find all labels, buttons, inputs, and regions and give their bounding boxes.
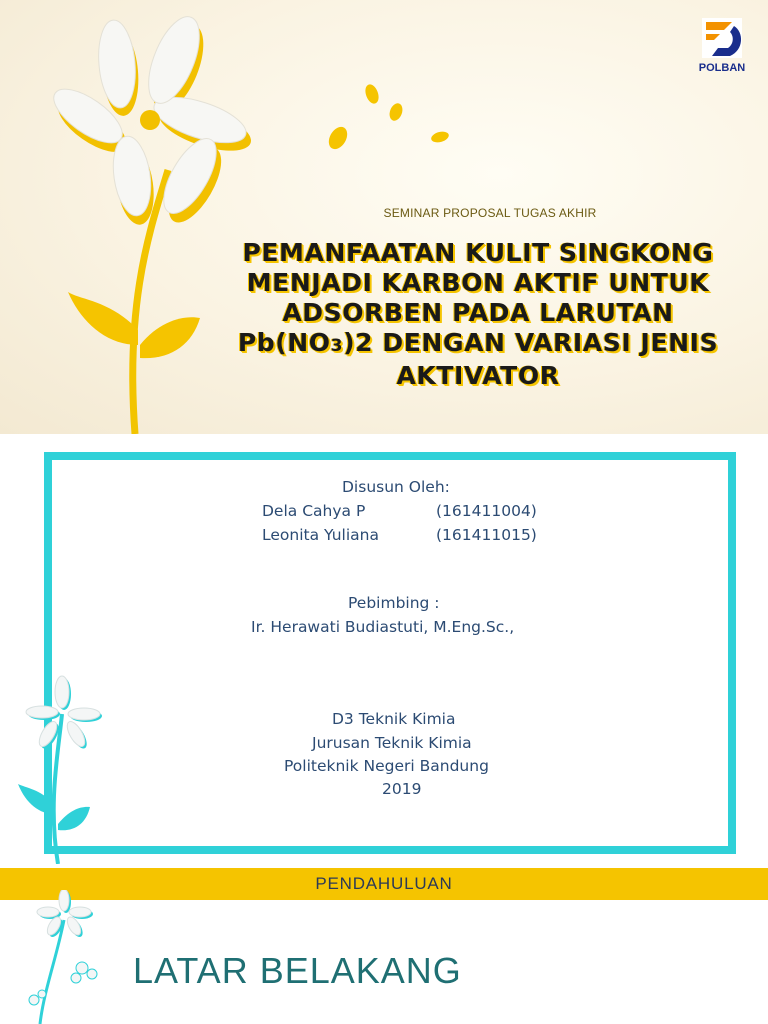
title-line-1: PEMANFAATAN KULIT SINGKONG <box>242 238 714 267</box>
title-line-5: AKTIVATOR <box>396 361 560 390</box>
polban-logo <box>690 14 754 78</box>
author-1-id: (161411004) <box>436 502 537 520</box>
polban-logo-icon <box>690 14 754 64</box>
seminar-subtitle: SEMINAR PROPOSAL TUGAS AKHIR <box>383 206 597 220</box>
title-formula-subscript: 3 <box>330 336 344 356</box>
advisor-name: Ir. Herawati Budiastuti, M.Eng.Sc., <box>251 618 515 636</box>
title-formula-part-b: )2 DENGAN VARIASI JENIS <box>343 328 719 357</box>
title-formula-part-a: Pb(NO <box>237 328 331 357</box>
title-line-3: ADSORBEN PADA LARUTAN <box>282 298 674 327</box>
details-slide <box>0 434 768 864</box>
thesis-title <box>222 238 734 391</box>
institution-name: Politeknik Negeri Bandung <box>284 757 489 775</box>
logo-label: POLBAN <box>698 62 746 74</box>
year: 2019 <box>382 780 422 798</box>
department-name: Jurusan Teknik Kimia <box>312 734 472 752</box>
title-line-2: MENJADI KARBON AKTIF UNTUK <box>246 268 710 297</box>
section-slide <box>0 864 768 1024</box>
teal-flower-illustration <box>0 664 110 864</box>
author-1-name: Dela Cahya P <box>262 502 366 520</box>
program-name: D3 Teknik Kimia <box>332 710 456 728</box>
author-2-id: (161411015) <box>436 526 537 544</box>
section-heading: LATAR BELAKANG <box>133 950 462 991</box>
small-teal-flowers-illustration <box>20 890 130 1024</box>
title-line-4 <box>222 328 734 361</box>
author-2-name: Leonita Yuliana <box>262 526 379 544</box>
authors-heading: Disusun Oleh: <box>342 478 450 496</box>
cover-slide <box>0 0 768 434</box>
advisor-heading: Pebimbing : <box>348 594 440 612</box>
section-bar-label: PENDAHULUAN <box>315 874 453 893</box>
